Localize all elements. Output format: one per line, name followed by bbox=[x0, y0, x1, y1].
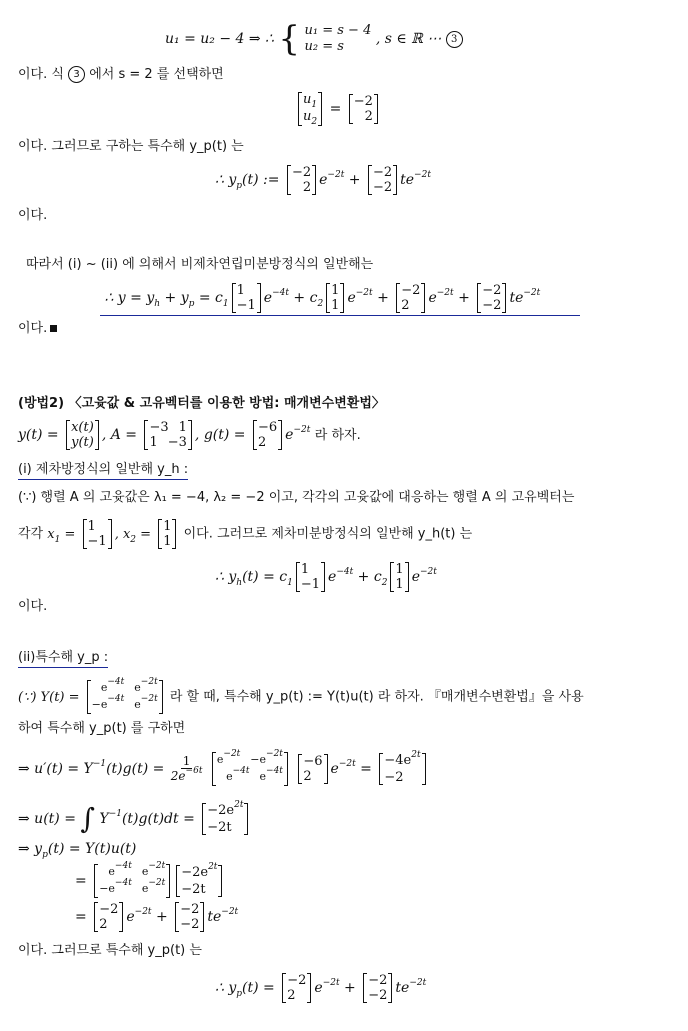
text-line: 이다. 그러므로 구하는 특수해 y_p(t) 는 bbox=[18, 139, 244, 154]
yp-derivation-1: ⇒ $y_p(t) = Y(t)u(t)$ bbox=[18, 841, 137, 860]
qed-box bbox=[50, 325, 57, 332]
definition-line: y(t) = x(t) y(t) , A = −3 1 1 −3 , g(t) = −6 2 $e^{-2t}$ 라 하자. bbox=[18, 420, 361, 450]
general-solution-eq: ∴ $y = y_h + y_p = c_1$ 1 −1 $e^{-4t} + c_2$ 1 1 $e^{-2t}$ + −2 2 $e^{-2t}$ + −2 −2 $te^{-2t}$ bbox=[100, 283, 580, 316]
text-line: (∵) 행렬 A 의 고윳값은 λ₁ = −4, λ₂ = −2 이고, 각각의 고윳값에 대응하는 행렬 A 의 고유벡터는 bbox=[18, 490, 575, 505]
system-equation-line: u₁ = u₂ − 4 ⇒ ∴ { u₁ = s − 4 u₂ = s , s ∈ ℝ ⋯ 3 bbox=[165, 23, 463, 55]
section-ii-title: (ii)특수해 y_p : bbox=[18, 649, 108, 667]
particular-solution-eq: ∴ $y_p(t)$ := −2 2 $e^{-2t}$ + −2 −2 $te^{-2t}$ bbox=[215, 165, 431, 195]
section-i-title: (i) 제차방정식의 일반해 y_h : bbox=[18, 461, 188, 479]
text-line: 각각 $x_1$ = 1 −1 , $x_2$ = 1 1 이다. 그러므로 제차미분방정식의 일반해 y_h(t) 는 bbox=[18, 519, 473, 549]
text-line: 이다. 그러므로 특수해 y_p(t) 는 bbox=[18, 943, 202, 958]
text-line: 하여 특수해 y_p(t) 를 구하면 bbox=[18, 721, 186, 736]
homogeneous-solution-eq: ∴ $y_h(t) = c_1$ 1 −1 $e^{-4t} + c_2$ 1 1 $e^{-2t}$ bbox=[215, 562, 437, 592]
method2-title: (방법2) 〈고윳값 & 고유벡터를 이용한 방법: 매개변수변환법〉 bbox=[18, 396, 385, 411]
vector-equation: $u_1$ $u_2$ = −2 2 bbox=[295, 92, 381, 126]
u-prime-eq: ⇒ $u'(t) = Y^{-1}(t)g(t)$ = $\frac{1}{2e^{-6t}}$ $e^{-2t}$ $-e^{-2t}$ $e^{-4t}$ $e^{-4t}$ −6 2 $e^{-2t}$ = $-4e^{2t}$ −2 bbox=[18, 752, 429, 786]
text-line: 이다. bbox=[18, 320, 57, 338]
yp-derivation-3: = −2 2 $e^{-2t}$ + −2 −2 $te^{-2t}$ bbox=[75, 902, 239, 932]
final-particular-solution: ∴ $y_p(t)$ = −2 2 $e^{-2t}$ + −2 −2 $te^{-2t}$ bbox=[215, 973, 427, 1003]
text-line: 따라서 (i) ~ (ii) 에 의해서 비제차연립미분방정식의 일반해는 bbox=[26, 257, 374, 272]
text-line: 이다. bbox=[18, 599, 48, 614]
u-eq: ⇒ u(t) = ∫ $Y^{-1}(t)g(t)dt$ = $-2e^{2t}$ −2t bbox=[18, 803, 251, 835]
text-line: 이다. 식 3 에서 s = 2 를 선택하면 bbox=[18, 67, 224, 82]
text-line: 이다. bbox=[18, 208, 48, 223]
text-line: (∵) Y(t) = $e^{-4t}$ $e^{-2t}$ $-e^{-4t}$ $e^{-2t}$ 라 할 때, 특수해 y_p(t) := Y(t)u(t) 라 하자. 『매개변수변환법』을 사용 bbox=[18, 680, 584, 714]
yp-derivation-2: = $e^{-4t}$ $e^{-2t}$ $-e^{-4t}$ $e^{-2t}$ $-2e^{2t}$ −2t bbox=[75, 864, 225, 898]
